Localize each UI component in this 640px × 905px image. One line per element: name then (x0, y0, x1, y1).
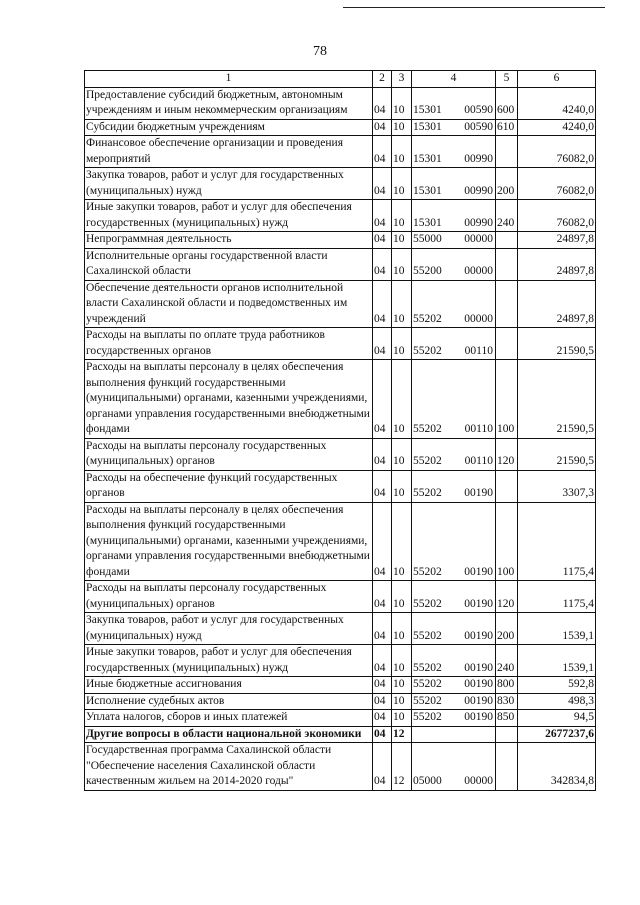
table-row (85, 248, 596, 280)
row-description: Финансовое обеспечение организации и проведения мероприятий (85, 136, 373, 168)
table-row (85, 328, 596, 360)
row-amount: 94,5 (518, 710, 596, 727)
row-section-code: 04 (373, 87, 392, 119)
row-expense-type (496, 470, 518, 502)
row-amount: 76082,0 (518, 136, 596, 168)
row-description: Закупка товаров, работ и услуг для государственных (муниципальных) нужд (85, 613, 373, 645)
row-target-article-program: 05000 (413, 775, 442, 787)
row-section-code: 04 (373, 677, 392, 694)
row-amount: 24897,8 (518, 232, 596, 249)
table-row (85, 119, 596, 136)
row-subsection-code: 10 (392, 87, 412, 119)
row-target-article-direction: 00190 (464, 678, 493, 690)
row-description: Непрограммная деятельность (85, 232, 373, 249)
row-target-article (412, 328, 496, 360)
row-amount: 2677237,6 (518, 726, 596, 743)
row-section-code: 04 (373, 200, 392, 232)
row-amount: 24897,8 (518, 248, 596, 280)
row-expense-type: 100 (496, 360, 518, 439)
row-target-article (412, 232, 496, 249)
row-amount: 24897,8 (518, 280, 596, 328)
row-description: Расходы на выплаты по оплате труда работников государственных органов (85, 328, 373, 360)
row-section-code: 04 (373, 280, 392, 328)
row-target-article (412, 645, 496, 677)
row-target-article-program: 15301 (413, 152, 442, 165)
row-description: Расходы на выплаты персоналу государственных (муниципальных) органов (85, 581, 373, 613)
row-target-article-direction: 00110 (464, 423, 493, 435)
row-section-code: 04 (373, 581, 392, 613)
row-target-article-program: 55202 (413, 344, 442, 357)
row-amount: 1539,1 (518, 613, 596, 645)
row-target-article (412, 470, 496, 502)
table-row (85, 136, 596, 168)
row-amount: 498,3 (518, 693, 596, 710)
row-section-code: 04 (373, 136, 392, 168)
row-expense-type (496, 726, 518, 743)
row-subsection-code: 10 (392, 645, 412, 677)
row-subsection-code: 10 (392, 438, 412, 470)
row-target-article-direction: 00000 (464, 233, 493, 245)
row-subsection-code: 12 (392, 726, 412, 743)
table-body (85, 87, 596, 790)
header-rule (343, 7, 605, 8)
row-description: Предоставление субсидий бюджетным, автономным учреждениям и иным некоммерческим организациям (85, 87, 373, 119)
row-target-article (412, 248, 496, 280)
row-expense-type: 240 (496, 645, 518, 677)
row-section-code: 04 (373, 502, 392, 581)
row-target-article-program: 55202 (413, 565, 442, 578)
table-row (85, 677, 596, 694)
row-subsection-code: 10 (392, 119, 412, 136)
row-expense-type: 100 (496, 502, 518, 581)
row-expense-type (496, 232, 518, 249)
row-amount: 592,8 (518, 677, 596, 694)
header-col-3: 3 (392, 71, 412, 88)
row-target-article-direction: 00590 (464, 120, 493, 133)
row-target-article-program: 55202 (413, 711, 442, 723)
row-target-article-direction: 00110 (464, 455, 493, 467)
row-target-article-direction: 00990 (464, 184, 493, 197)
row-target-article-direction: 00190 (464, 597, 493, 610)
row-subsection-code: 10 (392, 693, 412, 710)
row-subsection-code: 10 (392, 677, 412, 694)
header-col-2: 2 (373, 71, 392, 88)
table-row (85, 613, 596, 645)
row-expense-type: 610 (496, 119, 518, 136)
table-row (85, 470, 596, 502)
table-row (85, 726, 596, 743)
row-amount: 342834,8 (518, 743, 596, 791)
row-subsection-code: 10 (392, 232, 412, 249)
row-target-article-program: 55202 (413, 629, 442, 642)
row-amount: 3307,3 (518, 470, 596, 502)
row-target-article-program: 55202 (413, 312, 442, 325)
row-target-article (412, 743, 496, 791)
row-target-article (412, 693, 496, 710)
header-col-4: 4 (412, 71, 496, 88)
row-expense-type: 240 (496, 200, 518, 232)
row-target-article-direction: 00190 (464, 565, 493, 578)
row-section-code: 04 (373, 726, 392, 743)
row-target-article-program: 55202 (413, 678, 442, 690)
row-amount: 21590,5 (518, 328, 596, 360)
table-row (85, 710, 596, 727)
header-col-5: 5 (496, 71, 518, 88)
row-description: Закупка товаров, работ и услуг для государственных (муниципальных) нужд (85, 168, 373, 200)
row-amount: 4240,0 (518, 119, 596, 136)
row-description: Обеспечение деятельности органов исполнительной власти Сахалинской области и подведомственных им учреждений (85, 280, 373, 328)
row-expense-type: 200 (496, 613, 518, 645)
table-row (85, 438, 596, 470)
row-target-article-direction: 00000 (464, 312, 493, 325)
row-target-article (412, 502, 496, 581)
row-description: Иные закупки товаров, работ и услуг для обеспечения государственных (муниципальных) нужд (85, 200, 373, 232)
row-target-article-program: 15301 (413, 184, 442, 197)
row-expense-type: 120 (496, 438, 518, 470)
row-amount: 1175,4 (518, 502, 596, 581)
row-subsection-code: 10 (392, 470, 412, 502)
row-expense-type: 850 (496, 710, 518, 727)
row-target-article-direction: 00190 (464, 694, 493, 707)
row-target-article-program: 55202 (413, 455, 442, 467)
row-section-code: 04 (373, 710, 392, 727)
row-subsection-code: 10 (392, 710, 412, 727)
row-target-article-program: 55000 (413, 233, 442, 245)
row-expense-type (496, 280, 518, 328)
table-row (85, 645, 596, 677)
row-subsection-code: 10 (392, 168, 412, 200)
row-description: Расходы на обеспечение функций государственных органов (85, 470, 373, 502)
row-expense-type (496, 328, 518, 360)
row-target-article-program: 15301 (413, 216, 442, 229)
row-target-article (412, 360, 496, 439)
row-target-article-direction: 00990 (464, 152, 493, 165)
row-target-article (412, 613, 496, 645)
row-target-article-direction: 00190 (464, 661, 493, 674)
row-amount: 1539,1 (518, 645, 596, 677)
row-target-article (412, 119, 496, 136)
row-target-article (412, 710, 496, 727)
page-number: 78 (313, 44, 327, 59)
row-expense-type: 600 (496, 87, 518, 119)
row-expense-type: 830 (496, 693, 518, 710)
row-target-article (412, 87, 496, 119)
row-amount: 76082,0 (518, 200, 596, 232)
row-target-article-program: 55202 (413, 597, 442, 610)
row-target-article-direction: 00590 (464, 104, 493, 116)
table-row (85, 280, 596, 328)
row-expense-type: 120 (496, 581, 518, 613)
row-target-article-program: 55202 (413, 423, 442, 435)
row-target-article-program: 15301 (413, 120, 442, 133)
row-subsection-code: 10 (392, 360, 412, 439)
table-row (85, 502, 596, 581)
row-section-code: 04 (373, 438, 392, 470)
row-expense-type (496, 248, 518, 280)
row-amount: 4240,0 (518, 87, 596, 119)
header-col-6: 6 (518, 71, 596, 88)
header-row (85, 71, 596, 88)
row-section-code: 04 (373, 645, 392, 677)
row-subsection-code: 10 (392, 248, 412, 280)
row-target-article-direction: 00190 (464, 629, 493, 642)
row-target-article-direction: 00190 (464, 487, 493, 499)
row-subsection-code: 10 (392, 502, 412, 581)
row-target-article (412, 200, 496, 232)
row-description: Расходы на выплаты персоналу в целях обеспечения выполнения функций государственными (муниципальными) органами, казенными учреждениями, органами управления государственными внебюджетными фондами (85, 502, 373, 581)
row-section-code: 04 (373, 693, 392, 710)
table-row (85, 693, 596, 710)
row-expense-type: 800 (496, 677, 518, 694)
row-description: Исполнительные органы государственной власти Сахалинской области (85, 248, 373, 280)
row-target-article-direction: 00990 (464, 216, 493, 229)
row-subsection-code: 10 (392, 280, 412, 328)
row-section-code: 04 (373, 168, 392, 200)
row-description: Исполнение судебных актов (85, 693, 373, 710)
header-col-1: 1 (85, 71, 373, 88)
row-subsection-code: 10 (392, 136, 412, 168)
row-section-code: 04 (373, 360, 392, 439)
row-target-article-direction: 00000 (464, 775, 493, 787)
table-row (85, 168, 596, 200)
row-section-code: 04 (373, 743, 392, 791)
row-target-article-program: 55202 (413, 661, 442, 674)
table-row (85, 743, 596, 791)
row-target-article-direction: 00110 (464, 344, 493, 357)
row-target-article (412, 438, 496, 470)
row-subsection-code: 10 (392, 328, 412, 360)
table-row (85, 360, 596, 439)
row-amount: 1175,4 (518, 581, 596, 613)
row-subsection-code: 10 (392, 200, 412, 232)
row-amount: 21590,5 (518, 438, 596, 470)
row-target-article-program: 15301 (413, 104, 442, 116)
row-target-article-program: 55200 (413, 265, 442, 277)
row-target-article (412, 726, 496, 743)
row-target-article (412, 168, 496, 200)
row-section-code: 04 (373, 119, 392, 136)
row-expense-type: 200 (496, 168, 518, 200)
table-row (85, 232, 596, 249)
row-target-article-program: 55202 (413, 487, 442, 499)
row-target-article-direction: 00190 (464, 711, 493, 723)
row-description: Расходы на выплаты персоналу в целях обеспечения выполнения функций государственными (муниципальными) органами, казенными учреждениями, органами управления государственными внебюджетными фондами (85, 360, 373, 439)
row-description: Государственная программа Сахалинской области "Обеспечение населения Сахалинской области качественным жильем на 2014-2020 годы" (85, 743, 373, 791)
row-subsection-code: 10 (392, 581, 412, 613)
row-amount: 76082,0 (518, 168, 596, 200)
row-section-code: 04 (373, 613, 392, 645)
row-expense-type (496, 743, 518, 791)
row-section-code: 04 (373, 232, 392, 249)
row-target-article-program: 55202 (413, 694, 442, 707)
table-row (85, 200, 596, 232)
row-target-article (412, 581, 496, 613)
budget-table (84, 70, 596, 791)
row-target-article (412, 677, 496, 694)
row-target-article-direction: 00000 (464, 265, 493, 277)
row-expense-type (496, 136, 518, 168)
row-section-code: 04 (373, 248, 392, 280)
row-description: Расходы на выплаты персоналу государственных (муниципальных) органов (85, 438, 373, 470)
row-target-article (412, 136, 496, 168)
row-description: Субсидии бюджетным учреждениям (85, 119, 373, 136)
row-description: Уплата налогов, сборов и иных платежей (85, 710, 373, 727)
row-subsection-code: 12 (392, 743, 412, 791)
row-target-article (412, 280, 496, 328)
row-description: Иные закупки товаров, работ и услуг для обеспечения государственных (муниципальных) нужд (85, 645, 373, 677)
row-section-code: 04 (373, 328, 392, 360)
row-subsection-code: 10 (392, 613, 412, 645)
row-description: Другие вопросы в области национальной экономики (85, 726, 373, 743)
row-section-code: 04 (373, 470, 392, 502)
table-row (85, 581, 596, 613)
row-description: Иные бюджетные ассигнования (85, 677, 373, 694)
row-amount: 21590,5 (518, 360, 596, 439)
table-row (85, 87, 596, 119)
